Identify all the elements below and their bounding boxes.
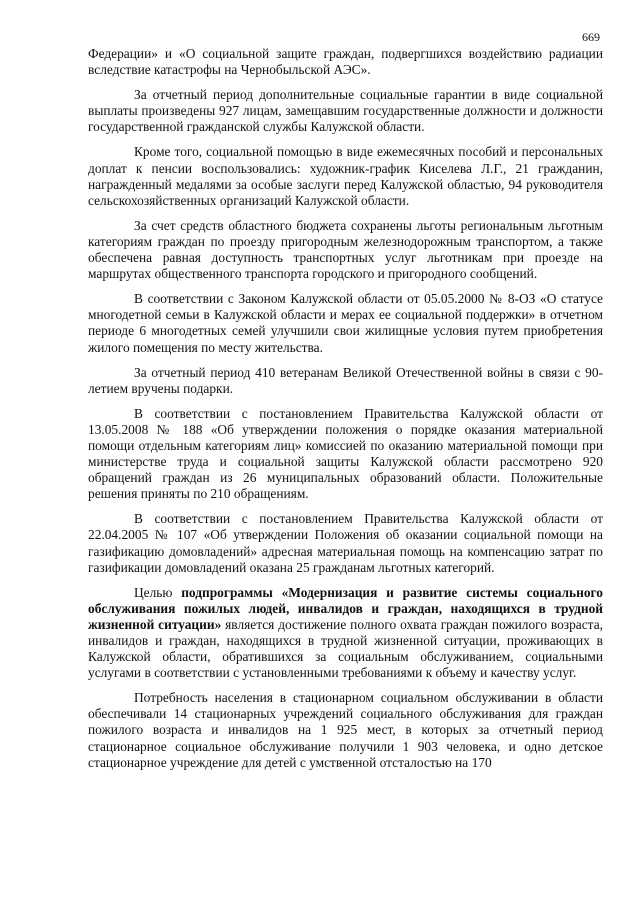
paragraph-transport-benefits: За счет средств областного бюджета сохранены льготы региональным льготным категориям граждан по проезду пригородным железнодорожным транспортом, а также обеспечена равная доступность транспортных услуг льготникам при проезде на маршрутах общественного транспорта городского и пригородного сообщений.	[88, 217, 603, 282]
paragraph-gasification-aid: В соответствии с постановлением Правительства Калужской области от 22.04.2005 № 107 «Об утверждении Положения об оказании социальной помощи на газификацию домовладений» адресная материальная помощь на компенсацию затрат по газификации домовладений оказана 25 гражданам льготных категорий.	[88, 511, 603, 575]
paragraph-social-guarantees: За отчетный период дополнительные социальные гарантии в виде социальной выплаты произведены 927 лицам, замещавшим государственные должности и должности государственной гражданской службы Калужской области.	[88, 87, 603, 135]
paragraph-federal-laws: Федерации» и «О социальной защите граждан, подвергшихся воздействию радиации вследствие катастрофы на Чернобыльской АЭС».	[88, 46, 603, 78]
page-number: 669	[582, 30, 600, 44]
goal-subprogram-title: подпрограммы «Модернизация и развитие системы социального обслуживания пожилых людей, инвалидов и граждан, находящихся в трудной жизненной ситуации»	[88, 584, 603, 632]
goal-rest: является достижение полного охвата граждан пожилого возраста, инвалидов и граждан, находящихся в трудной жизненной ситуации, проживающих в Калужской области, обратившихся за социальным обслуживанием, социальными услугами в соответствии с установленными требованиями к объему и качеству услуг.	[88, 616, 603, 681]
paragraph-monthly-benefits: Кроме того, социальной помощью в виде ежемесячных пособий и персональных доплат к пенсии воспользовались: художник-график Киселева Л.Г., 21 гражданин, награжденный медалями за особые заслуги перед Калужской областью, 94 руководителя сельскохозяйственных организаций Калужской области.	[88, 144, 603, 208]
document-body	[88, 46, 603, 771]
paragraph-inpatient-services: Потребность населения в стационарном социальном обслуживании в области обеспечивали 14 стационарных учреждений социального обслуживания для граждан пожилого возраста и инвалидов на 1 925 мест, в которых за отчетный период стационарное социальное обслуживание получили 1 903 человека, и одно детское стационарное учреждение для детей с умственной отсталостью на 170	[88, 690, 603, 770]
paragraph-subprogram-goal	[88, 585, 603, 682]
paragraph-material-aid: В соответствии с постановлением Правительства Калужской области от 13.05.2008 № 188 «Об утверждении положения о порядке оказания материальной помощи отдельным категориям лиц» комиссией по оказанию материальной помощи при министерстве труда и социальной защиты Калужской области рассмотрено 920 обращений граждан из 26 муниципальных образований области. Положительные решения приняты по 210 обращениям.	[88, 405, 603, 502]
paragraph-veterans-gifts: За отчетный период 410 ветеранам Великой Отечественной войны в связи с 90-летием вручены подарки.	[88, 364, 603, 396]
paragraph-large-families: В соответствии с Законом Калужской области от 05.05.2000 № 8-ОЗ «О статусе многодетной семьи в Калужской области и мерах ее социальной поддержки» в отчетном периоде 6 многодетных семей улучшили свои жилищные условия путем приобретения жилого помещения по месту жительства.	[88, 291, 603, 355]
goal-lead: Целью	[134, 584, 182, 600]
